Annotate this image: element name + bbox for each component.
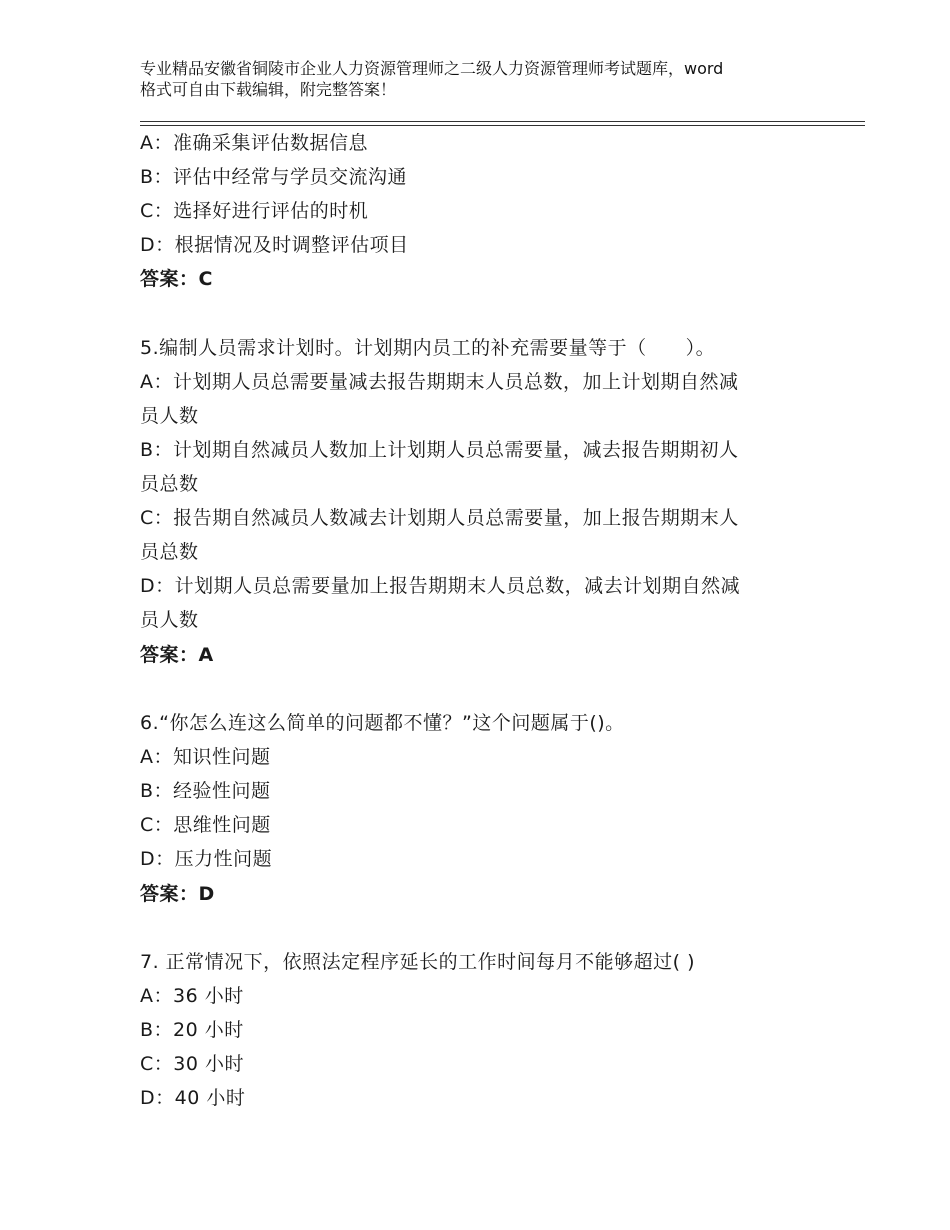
document-header xyxy=(140,58,830,100)
q4-option-c: C：选择好进行评估的时机 xyxy=(140,200,369,222)
q5-option-d-line1: D：计划期人员总需要量加上报告期期末人员总数，减去计划期自然减 xyxy=(140,575,741,597)
q6-option-c: C：思维性问题 xyxy=(140,814,271,836)
q6-option-b: B：经验性问题 xyxy=(140,780,271,802)
q7-option-b: B：20 小时 xyxy=(140,1019,244,1041)
header-line-2: 格式可自由下载编辑，附完整答案！ xyxy=(140,80,397,99)
q4-option-b: B：评估中经常与学员交流沟通 xyxy=(140,166,408,188)
q4-answer: 答案：C xyxy=(140,268,213,290)
q6-stem: 6.“你怎么连这么简单的问题都不懂？”这个问题属于()。 xyxy=(140,712,625,734)
q5-option-c-line2: 员总数 xyxy=(140,541,199,563)
q7-option-a: A：36 小时 xyxy=(140,985,244,1007)
q4-option-d: D：根据情况及时调整评估项目 xyxy=(140,234,409,256)
q6-answer: 答案：D xyxy=(140,883,215,905)
q5-stem: 5.编制人员需求计划时。计划期内员工的补充需要量等于（ ）。 xyxy=(140,337,716,359)
header-line-1: 专业精品安徽省铜陵市企业人力资源管理师之二级人力资源管理师考试题库，word xyxy=(140,59,724,78)
q7-option-d: D：40 小时 xyxy=(140,1087,246,1109)
q7-option-c: C：30 小时 xyxy=(140,1053,244,1075)
q5-answer: 答案：A xyxy=(140,644,214,666)
header-rule-bottom xyxy=(140,125,865,126)
q5-option-a-line1: A：计划期人员总需要量减去报告期期末人员总数，加上计划期自然减 xyxy=(140,371,739,393)
q5-option-c-line1: C：报告期自然减员人数减去计划期人员总需要量，加上报告期期末人 xyxy=(140,507,739,529)
header-rule-top xyxy=(140,121,865,122)
q5-option-a-line2: 员人数 xyxy=(140,405,199,427)
q7-stem: 7. 正常情况下，依照法定程序延长的工作时间每月不能够超过( ) xyxy=(140,951,696,973)
q4-option-a: A：准确采集评估数据信息 xyxy=(140,132,368,154)
q5-option-d-line2: 员人数 xyxy=(140,609,199,631)
q5-option-b-line1: B：计划期自然减员人数加上计划期人员总需要量，减去报告期期初人 xyxy=(140,439,739,461)
q5-option-b-line2: 员总数 xyxy=(140,473,199,495)
q6-option-a: A：知识性问题 xyxy=(140,746,271,768)
q6-option-d: D：压力性问题 xyxy=(140,848,273,870)
